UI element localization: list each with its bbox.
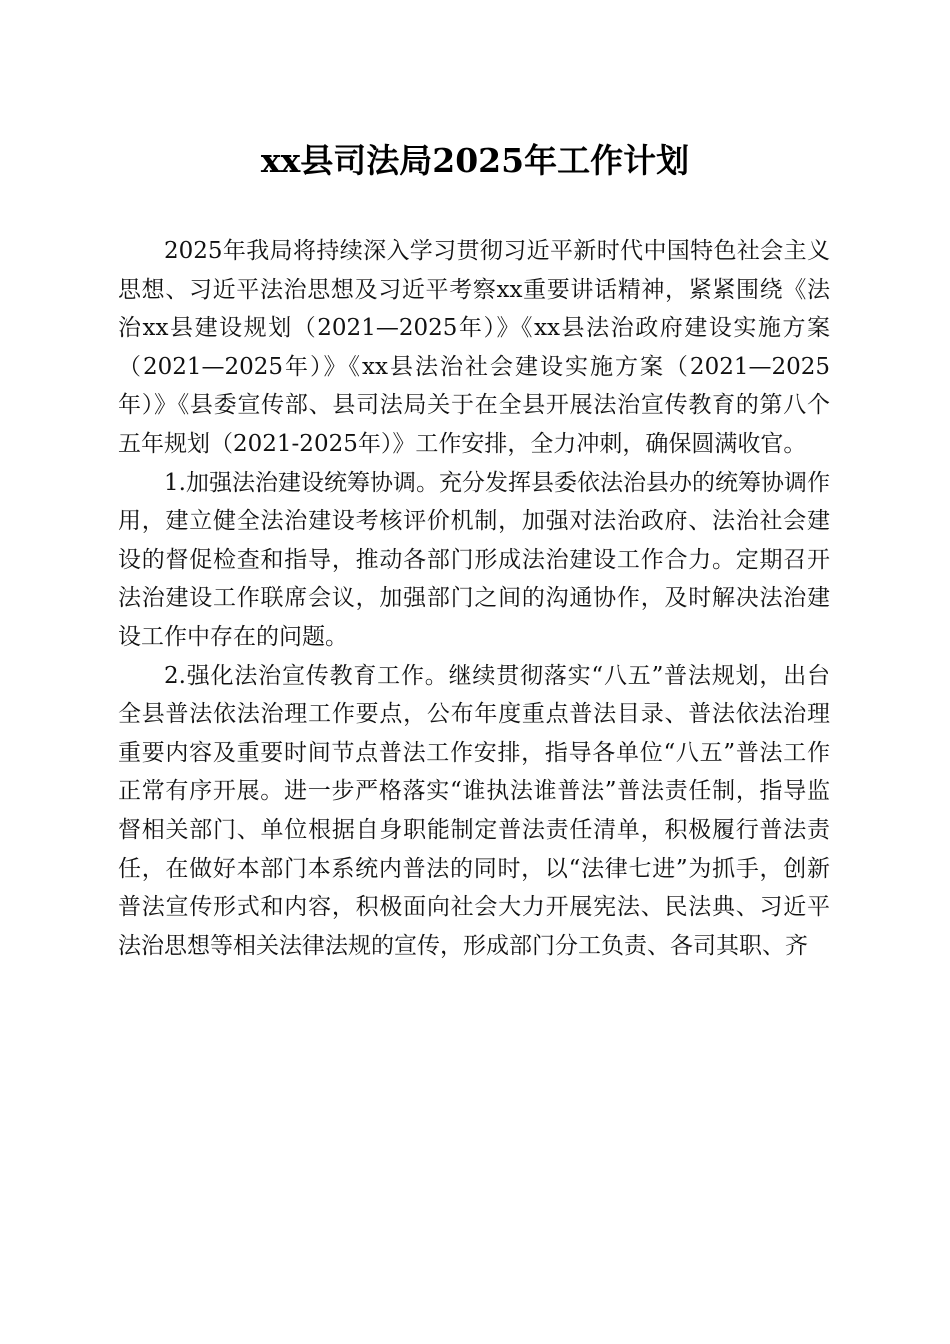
- document-body: [118, 232, 830, 965]
- paragraph-item-1: 1.加强法治建设统筹协调。充分发挥县委依法治县办的统筹协调作用，建立健全法治建设考核评价机制，加强对法治政府、法治社会建设的督促检查和指导，推动各部门形成法治建设工作合力。定期召开法治建设工作联席会议，加强部门之间的沟通协作，及时解决法治建设工作中存在的问题。: [118, 469, 830, 650]
- intro-paragraph: 2025年我局将持续深入学习贯彻习近平新时代中国特色社会主义思想、习近平法治思想及习近平考察xx重要讲话精神，紧紧围绕《法治xx县建设规划（2021—2025年）》《xx县法治政府建设实施方案（2021—2025年）》《xx县法治社会建设实施方案（2021—2025年）》《县委宣传部、县司法局关于在全县开展法治宣传教育的第八个五年规划（2021-2025年）》工作安排，全力冲刺，确保圆满收官。: [118, 238, 830, 457]
- paragraph-item-2: 2.强化法治宣传教育工作。继续贯彻落实“八五”普法规划，出台全县普法依法治理工作要点，公布年度重点普法目录、普法依法治理重要内容及重要时间节点普法工作安排，指导各单位“八五”普法工作正常有序开展。进一步严格落实“谁执法谁普法”普法责任制，指导监督相关部门、单位根据自身职能制定普法责任清单，积极履行普法责任，在做好本部门本系统内普法的同时，以“法律七进”为抓手，创新普法宣传形式和内容，积极面向社会大力开展宪法、民法典、习近平法治思想等相关法律法规的宣传，形成部门分工负责、各司其职、齐: [118, 662, 830, 959]
- document-title: xx县司法局2025年工作计划: [260, 141, 690, 180]
